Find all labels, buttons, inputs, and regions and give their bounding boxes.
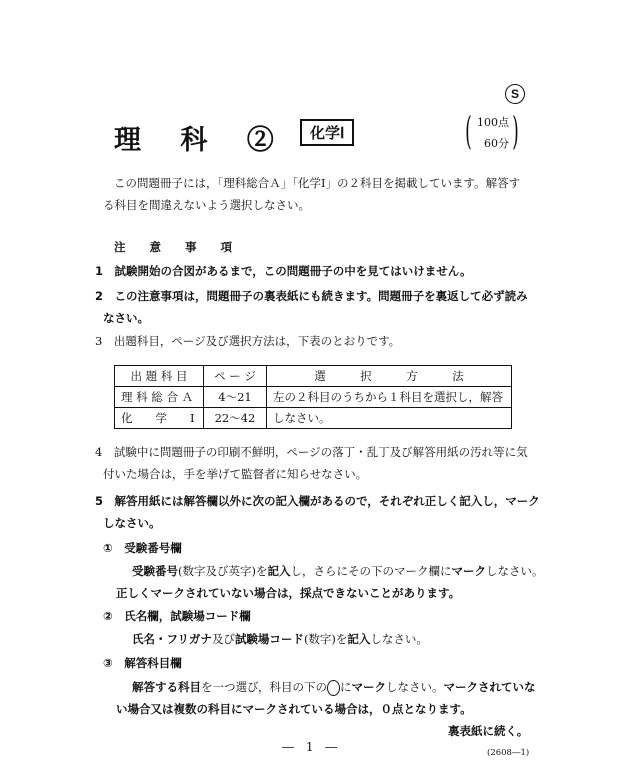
table-cell-method: しなさい。: [267, 408, 512, 429]
points-text: 100点: [477, 116, 509, 129]
document-code: (2608―1): [487, 748, 530, 758]
note-5-line-2: しなさい。: [103, 516, 161, 530]
page-number: ― 1 ―: [282, 740, 342, 754]
note-1: 1 試験開始の合図があるまで，この問題冊子の中を見てはいけません。: [95, 264, 472, 278]
item-3-title: ③ 解答科目欄: [103, 656, 182, 670]
right-paren-icon: ): [512, 109, 519, 153]
notes-heading: 注 意 事 項: [114, 240, 243, 254]
subject-table: [114, 365, 512, 429]
s-badge: S: [505, 84, 525, 104]
note-4-line-1: 4 試験中に問題冊子の印刷不鮮明，ページの落丁・乱丁及び解答用紙の汚れ等に気: [95, 445, 528, 459]
table-cell-pages: 4～21: [204, 387, 267, 408]
table-header-row: [115, 366, 512, 387]
note-2-line-2: なさい。: [103, 311, 149, 325]
points-time-box: [467, 110, 517, 154]
table-row: [115, 387, 512, 408]
page-title: 理 科 ②: [114, 125, 289, 156]
note-4-line-2: 付いた場合は，手を挙げて監督者に知らせなさい。: [103, 467, 368, 481]
item-2-title: ② 氏名欄，試験場コード欄: [103, 609, 251, 623]
table-header: 出 題 科 目: [115, 366, 204, 387]
intro-line-1: この問題冊子には，「理科総合Ａ」「化学Ⅰ」の２科目を掲載しています。解答す: [114, 176, 521, 190]
item-3-line-1: 解答する科目を一つ選び，科目の下の にマークしなさい。マークされていな: [132, 680, 536, 694]
continue-note: 裏表紙に続く。: [448, 724, 529, 738]
table-header: 選 択 方 法: [267, 366, 512, 387]
note-5-line-1: 5 解答用紙には解答欄以外に次の記入欄があるので，それぞれ正しく記入し，マーク: [95, 494, 540, 508]
left-paren-icon: (: [465, 109, 472, 153]
table-cell-method: 左の２科目のうちから１科目を選択し，解答: [267, 387, 512, 408]
table-row: [115, 408, 512, 429]
note-3: 3 出題科目，ページ及び選択方法は，下表のとおりです。: [95, 334, 401, 348]
mark-circle-icon: [327, 680, 340, 696]
table-cell-subject: 化 学 Ⅰ: [115, 408, 204, 429]
minutes-text: 60分: [484, 137, 509, 150]
intro-line-2: る科目を間違えないよう選択しなさい。: [103, 198, 310, 212]
item-1-line-1: 受験番号(数字及び英字)を記入し，さらにその下のマーク欄にマークしなさい。: [132, 564, 544, 578]
subject-label: 化学Ⅰ: [300, 119, 354, 146]
table-cell-pages: 22～42: [204, 408, 267, 429]
note-2-line-1: 2 この注意事項は，問題冊子の裏表紙にも続きます。問題冊子を裏返して必ず読み: [95, 289, 528, 303]
item-2-line-1: 氏名・フリガナ及び試験場コード(数字)を記入しなさい。: [132, 632, 428, 646]
item-1-title: ① 受験番号欄: [103, 541, 182, 555]
table-header: ペ ー ジ: [204, 366, 267, 387]
table-cell-subject: 理 科 総 合 Ａ: [115, 387, 204, 408]
item-3-line-2: い場合又は複数の科目にマークされている場合は，０点となります。: [116, 702, 472, 716]
item-1-line-2: 正しくマークされていない場合は，採点できないことがあります。: [116, 586, 461, 600]
